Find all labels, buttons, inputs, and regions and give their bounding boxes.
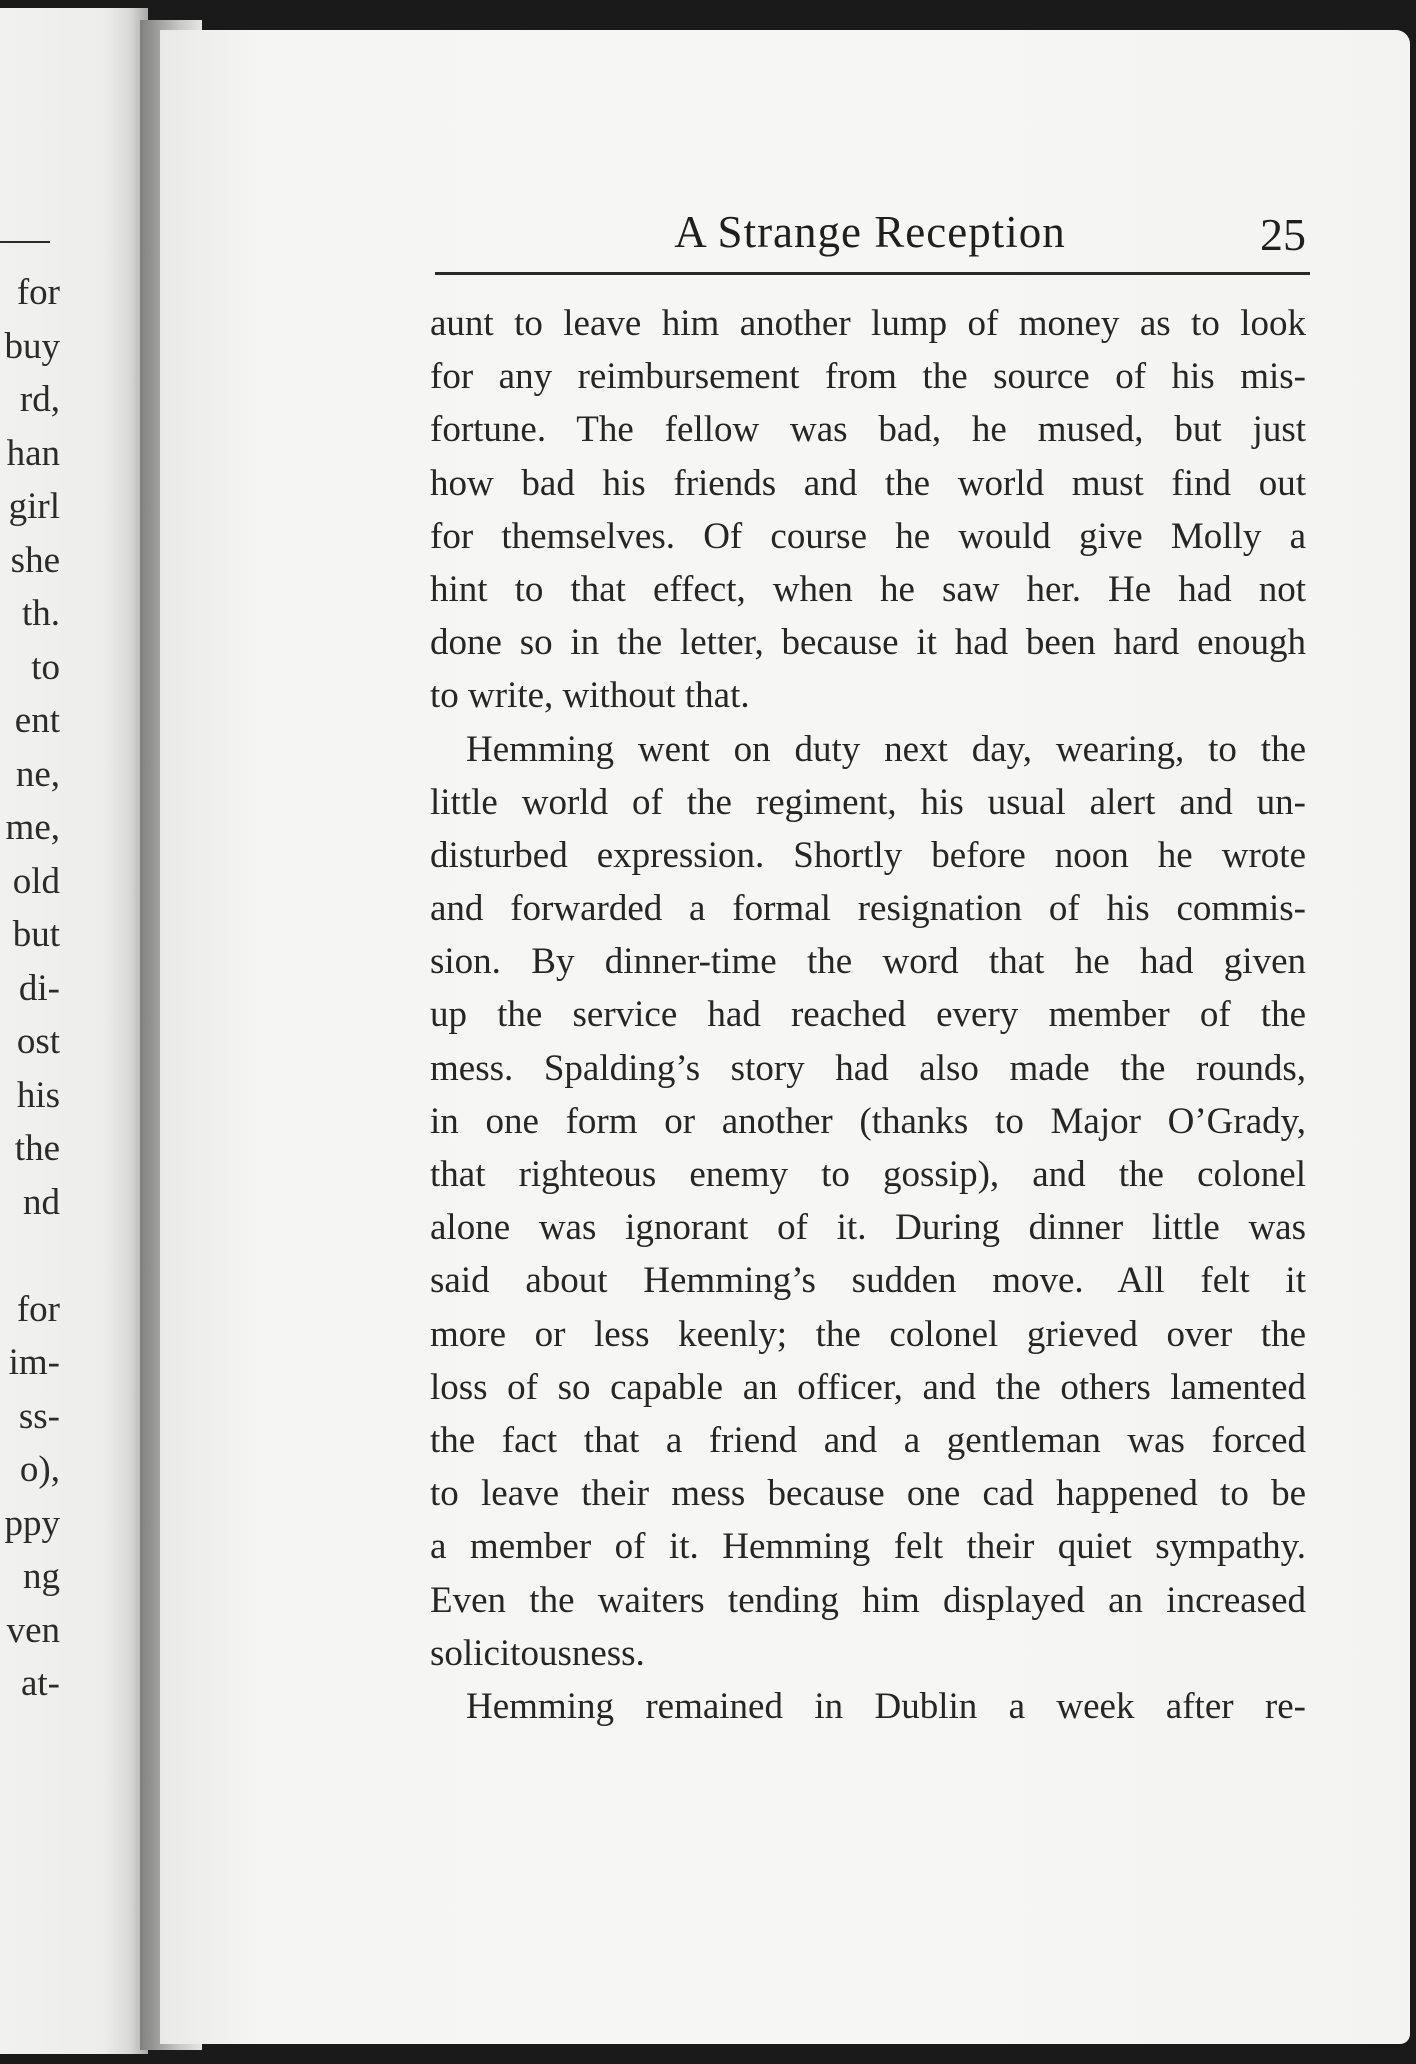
previous-page-line: ent xyxy=(14,700,60,741)
text-line: sion. By dinner-time the word that he had given xyxy=(430,941,1306,983)
previous-page-line: ven xyxy=(6,1609,60,1651)
previous-page-line: the xyxy=(14,1128,60,1169)
previous-page-line: rd, xyxy=(19,379,60,420)
text-line: fortune. The fellow was bad, he mused, but just xyxy=(430,409,1306,451)
text-line: loss of so capable an officer, and the others lamented xyxy=(430,1366,1306,1408)
header-rule xyxy=(435,272,1310,275)
text-line: up the service had reached every member of the xyxy=(430,994,1306,1036)
text-line: to write, without that. xyxy=(430,675,750,717)
text-line: Even the waiters tending him displayed an increased xyxy=(430,1579,1306,1621)
text-line: for any reimbursement from the source of his mis- xyxy=(430,356,1306,398)
previous-page-line xyxy=(0,1229,60,1283)
previous-page-text xyxy=(0,266,60,1711)
text-line: disturbed expression. Shortly before noon he wrote xyxy=(430,834,1306,876)
previous-page-line: ne, xyxy=(15,753,60,795)
previous-page-line: nd xyxy=(23,1181,60,1223)
previous-page-header-rule xyxy=(0,241,50,243)
previous-page-line: buy xyxy=(4,325,60,367)
text-line: a member of it. Hemming felt their quiet sympathy. xyxy=(430,1526,1306,1568)
text-line: in one form or another (thanks to Major O’Grady, xyxy=(430,1100,1306,1142)
previous-page-line: ng xyxy=(23,1556,60,1597)
running-head-title: A Strange Reception xyxy=(674,207,1066,257)
text-line: more or less keenly; the colonel grieved over the xyxy=(430,1313,1306,1355)
previous-page-line: at- xyxy=(20,1663,60,1704)
text-line: hint to that effect, when he saw her. He had not xyxy=(430,568,1306,610)
previous-page-line: ss- xyxy=(18,1395,60,1437)
text-line: done so in the letter, because it had been hard enough xyxy=(430,622,1306,664)
text-line: Hemming remained in Dublin a week after re- xyxy=(466,1685,1306,1727)
previous-page-line: girl xyxy=(8,486,60,527)
text-line: alone was ignorant of it. During dinner little was xyxy=(430,1207,1306,1249)
previous-page-line: for xyxy=(16,1288,60,1330)
previous-page-line: th. xyxy=(21,593,60,634)
previous-page-line: for xyxy=(16,272,60,313)
text-line: solicitousness. xyxy=(430,1632,645,1674)
previous-page-line: han xyxy=(6,432,60,474)
text-line: to leave their mess because one cad happened to be xyxy=(430,1473,1306,1515)
previous-page-line: ost xyxy=(16,1021,60,1062)
previous-page-line: she xyxy=(10,539,60,581)
text-line: how bad his friends and the world must find out xyxy=(430,462,1306,504)
previous-page-fragment xyxy=(0,8,148,2054)
text-line: little world of the regiment, his usual alert and un- xyxy=(430,781,1306,823)
text-line: and forwarded a formal resignation of his commis- xyxy=(430,888,1306,930)
previous-page-line: old xyxy=(12,860,60,902)
previous-page-line: ppy xyxy=(4,1502,60,1544)
text-line: for themselves. Of course he would give Molly a xyxy=(430,515,1306,557)
text-line: Hemming went on duty next day, wearing, to the xyxy=(466,728,1306,770)
text-line: mess. Spalding’s story had also made the rounds, xyxy=(430,1047,1306,1089)
body-text xyxy=(430,297,1306,1733)
previous-page-line: to xyxy=(31,646,60,688)
running-head xyxy=(430,200,1310,270)
previous-page-line: o), xyxy=(19,1449,60,1490)
previous-page-line: his xyxy=(16,1074,60,1116)
text-line: the fact that a friend and a gentleman was forced xyxy=(430,1419,1306,1461)
current-page xyxy=(160,30,1410,2044)
text-line: that righteous enemy to gossip), and the colonel xyxy=(430,1154,1306,1195)
previous-page-line: im- xyxy=(8,1342,60,1383)
page-number: 25 xyxy=(1260,209,1306,260)
text-line: said about Hemming’s sudden move. All felt it xyxy=(430,1260,1306,1302)
previous-page-line: but xyxy=(12,914,60,955)
previous-page-line: di- xyxy=(18,967,60,1009)
previous-page-line: me, xyxy=(5,807,60,848)
text-line: aunt to leave him another lump of money as to look xyxy=(430,303,1306,344)
